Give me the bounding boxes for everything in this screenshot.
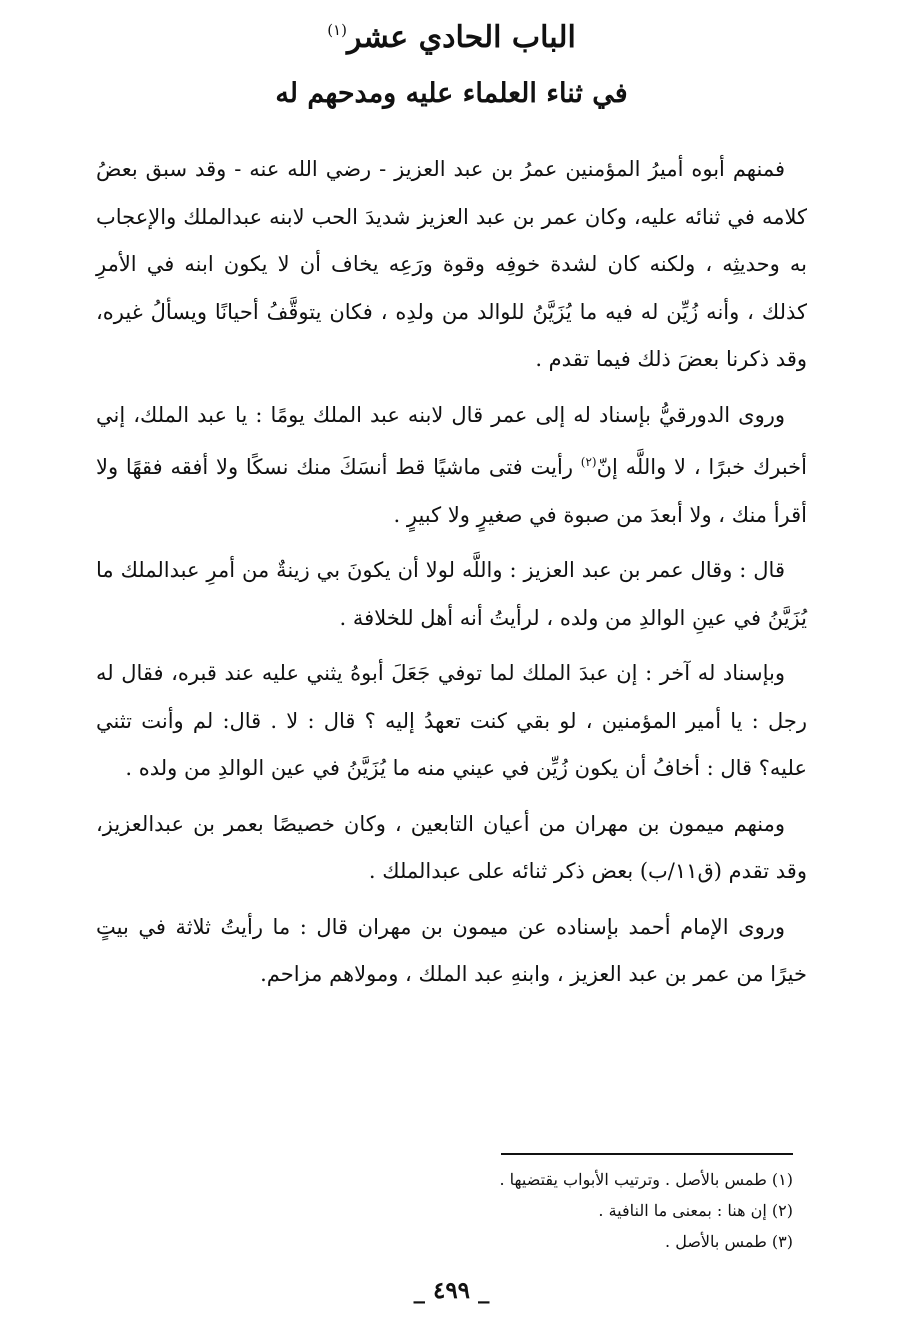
paragraph-text: رأيت فتى ماشيًا قط أنسَكَ منك نسكًا ولا أفقه فقهًا ولا أقرأ منك ، ولا أبعدَ من صبوة في صغيرٍ ولا كبيرٍ . xyxy=(96,455,807,527)
footnote-divider xyxy=(501,1153,793,1155)
body-text xyxy=(96,146,807,1007)
chapter-subtitle: في ثناء العلماء عليه ومدحهم له xyxy=(275,78,628,109)
paragraph-text: وروى الدورقيُّ بإسناد له إلى عمر قال لابنه عبد الملك يومًا : يا عبد الملك، إني أخبرك خبرًا ، لا واللَّه إنّ xyxy=(96,402,807,479)
footnote: (٣) طمس بالأصل . xyxy=(665,1232,793,1251)
chapter-title-text: الباب الحادي عشر xyxy=(346,20,576,55)
footnotes xyxy=(193,1164,793,1257)
footnote-marker-2: (٢) xyxy=(580,455,597,469)
chapter-title xyxy=(0,10,903,58)
paragraph: ومنهم ميمون بن مهران من أعيان التابعين ، وكان خصيصًا بعمر بن عبدالعزيز، وقد تقدم (ق١١/ب) بعض ذكر ثنائه على عبدالملك . xyxy=(96,811,807,883)
page-number: _ ٤٩٩ _ xyxy=(413,1277,490,1304)
paragraph xyxy=(96,392,807,540)
footnote: (٢) إن هنا : بمعنى ما النافية . xyxy=(598,1201,793,1220)
footnote: (١) طمس بالأصل . وترتيب الأبواب يقتضيها . xyxy=(499,1170,793,1189)
paragraph: قال : وقال عمر بن عبد العزيز : واللَّه لولا أن يكونَ بي زينةٌ من أمرِ عبدالملك ما يُزَيَّنُ في عينِ الوالدِ من ولده ، لرأيتُ أنه أهل للخلافة . xyxy=(96,558,807,630)
footnote-marker-1: (١) xyxy=(327,21,347,39)
paragraph: فمنهم أبوه أميرُ المؤمنين عمرُ بن عبد العزيز - رضي الله عنه - وقد سبق بعضُ كلامه في ثنائه عليه، وكان عمر بن عبد العزيز شديدَ الحب لابنه عبدالملك والإعجاب به وحديثِه ، ولكنه كان لشدة خوفِه وقوة ورَعِه يخاف أن لا يكون ابنه في الأمرِ كذلك ، وأنه زُيِّن له فيه ما يُزَيَّنُ للوالد من ولدِه ، فكان يتوقَّفُ أحيانًا ويسألُ غيره، وقد ذكرنا بعضَ ذلك فيما تقدم . xyxy=(96,157,807,371)
paragraph: وروى الإمام أحمد بإسناده عن ميمون بن مهران قال : ما رأيتُ ثلاثة في بيتٍ خيرًا من عمر بن عبد العزيز ، وابنهِ عبد الملك ، ومولاهم مزاحم. xyxy=(96,914,807,986)
paragraph: وبإسناد له آخر : إن عبدَ الملك لما توفي جَعَلَ أبوهُ يثني عليه عند قبره، فقال له رجل : يا أمير المؤمنين ، لو بقي كنت تعهدُ إليه ؟ قال : لا . قال: لم وأنت تثني عليه؟ قال : أخافُ أن يكون زُيِّن في عيني منه ما يُزَيَّنُ في عين الوالدِ من ولده . xyxy=(96,661,807,780)
